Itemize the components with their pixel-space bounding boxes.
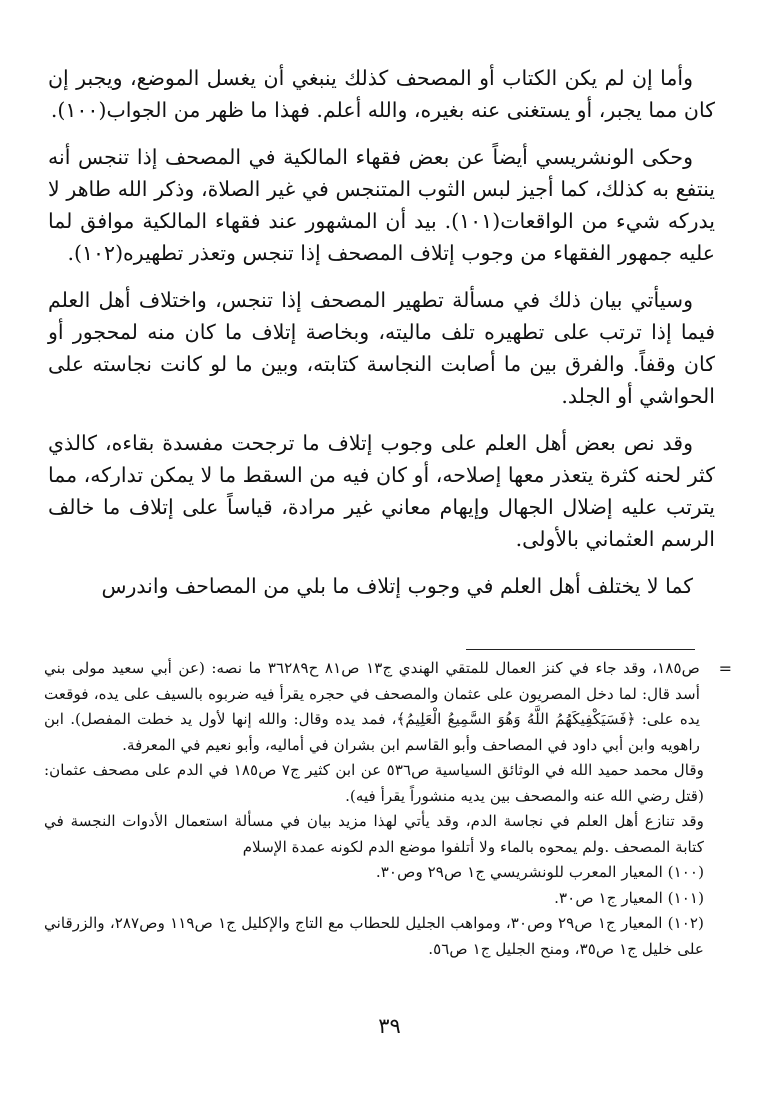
continuation-mark: = [718, 659, 732, 678]
paragraph-1: وأما إن لم يكن الكتاب أو المصحف كذلك ينبغي أن يغسل الموضع، ويجبر إن كان مما يجبر، أو يستغنى عنه بغيره، والله أعلم. فهذا ما ظهر من الجواب(١٠٠). [48, 66, 715, 122]
main-text [48, 62, 715, 617]
footnote-continuation-3: وقد تنازع أهل العلم في نجاسة الدم، وقد يأتي لهذا مزيد بيان في مسألة استعمال الأدوات النجسة في كتابة المصحف .ولم يمحوه بالماء ولا أتلفوا موضع الدم لكونه عمدة الإسلام [44, 812, 704, 856]
footnote-continuation [44, 656, 732, 758]
paragraph-2: وحكى الونشريسي أيضاً عن بعض فقهاء المالكية في المصحف إذا تنجس أنه ينتفع به كذلك، كما أجيز لبس الثوب المتنجس في غير الصلاة، وذكر الله طاهر لا يدركه شيء من الواقعات(١٠١). بيد أن المشهور عند فقهاء المالكية موافق لما عليه جمهور الفقهاء من وجوب إتلاف المصحف إذا تنجس وتعذر تطهيره(١٠٢). [48, 145, 715, 265]
paragraph-4: وقد نص بعض أهل العلم على وجوب إتلاف ما ترجحت مفسدة بقاءه، كالذي كثر لحنه كثرة يتعذر معها إصلاحه، أو كان فيه من السقط ما لا يمكن تداركه، مما يترتب عليه إضلال الجهال وإيهام معاني غير مرادة، قياساً على إتلاف ما خالف الرسم العثماني بالأولى. [48, 431, 715, 551]
footnote-separator [466, 649, 695, 650]
footnote-continuation-2: وقال محمد حميد الله في الوثائق السياسية ص٥٣٦ عن ابن كثير ج٧ ص١٨٥ في الدم على مصحف عثمان: (قتل رضي الله عنه والمصحف بين يديه منشوراً يقرأ فيه). [44, 761, 704, 805]
footnote-100: (١٠٠) المعيار المعرب للونشريسي ج١ ص٢٩ وص٣٠. [375, 863, 704, 881]
paragraph-5: كما لا يختلف أهل العلم في وجوب إتلاف ما بلي من المصاحف واندرس [101, 574, 693, 598]
footnote-continuation-text: ص١٨٥، وقد جاء في كنز العمال للمتقي الهندي ج١٣ ص٨١ ح٣٦٢٨٩ ما نصه: (عن أبي سعيد مولى بني أسد قال: لما دخل المصريون على عثمان والمصحف في حجره يقرأ فيه ضربوه بالسيف على يده، فوقعت يده على: ﴿فَسَيَكْفِيكَهُمُ اللَّهُ وَهُوَ السَّمِيعُ الْعَلِيمُ﴾، فمد يده وقال: والله إنها لأول يد خطت المفصل). ابن راهويه وابن أبي داود في المصاحف وأبو القاسم ابن بشران في أماليه، وأبو نعيم في المعرفة. [44, 659, 700, 754]
footnotes [44, 656, 732, 962]
footnote-101: (١٠١) المعيار ج١ ص٣٠. [554, 888, 704, 907]
footnote-102: (١٠٢) المعيار ج١ ص٢٩ وص٣٠، ومواهب الجليل للحطاب مع التاج والإكليل ج١ ص١١٩ وص٢٨٧، والزرقاني على خليل ج١ ص٣٥، ومنح الجليل ج١ ص٥٦. [44, 914, 704, 958]
page-number: ٣٩ [378, 1014, 401, 1038]
paragraph-3: وسيأتي بيان ذلك في مسألة تطهير المصحف إذا تنجس، واختلاف أهل العلم فيما إذا ترتب على تطهيره تلف ماليته، وبخاصة إتلاف ما كان منه لمحجور أو كان وقفاً. والفرق بين ما أصابت النجاسة كتابته، وبين ما لو كانت نجاسته على الحواشي أو الجلد. [48, 288, 715, 408]
